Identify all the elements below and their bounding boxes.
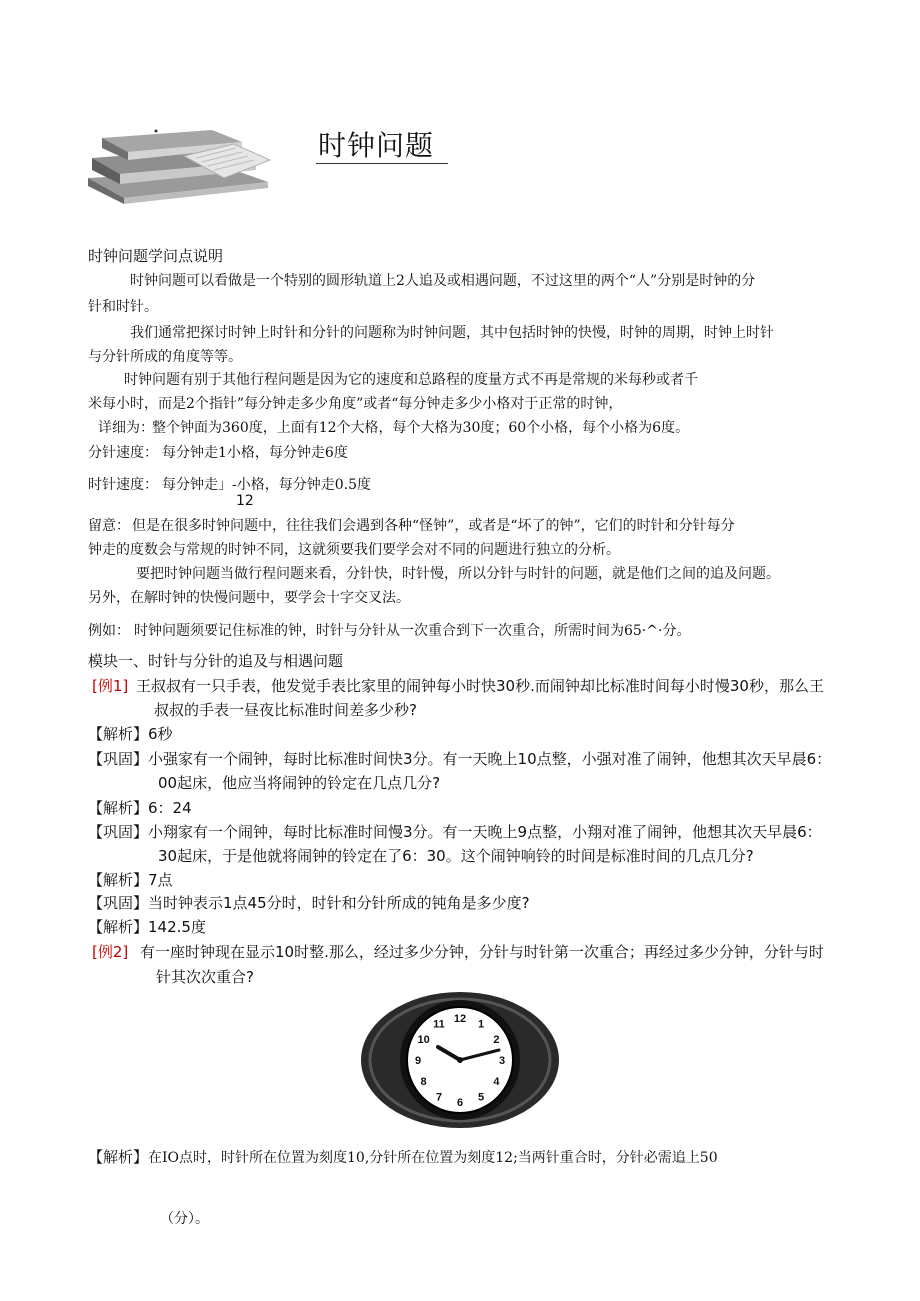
detail-text: 整个钟面为360度，上面有12个大格，每个大格为30度；60个小格，每个小格为6度。	[152, 420, 690, 436]
example2-line2: 针其次次重合?	[156, 968, 254, 986]
intro-p4-line2: 另外，在解时钟的快慢问题中，要学会十字交叉法。	[88, 590, 410, 606]
clock-numeral-7: 7	[435, 1091, 443, 1104]
answer5-line1: 在IO点时，时针所在位置为刻度10,分针所在位置为刻度12;当两针重合时，分针必需追上50	[148, 1150, 718, 1166]
example1-line1: 王叔叔有一只手表，他发觉手表比家里的闹钟每小时快30秒.而闹钟却比标准时间每小时慢30秒，那么王	[136, 677, 824, 695]
example2-line1: 有一座时钟现在显示10时整.那么，经过多少分钟，分针与时针第一次重合；再经过多少分钟，分针与时	[140, 943, 824, 961]
answer-tag: 【解析】	[88, 799, 149, 817]
clock-numeral-2: 2	[493, 1034, 500, 1046]
example-text: 时钟问题须要记住标准的钟，时针与分针从一次重合到下一次重合，所需时间为65·^·分。	[134, 623, 691, 639]
clock-illustration	[360, 990, 560, 1130]
answer3-text: 7点	[148, 871, 173, 889]
hour-speed-text: 每分钟走」-小格，每分钟走0.5度	[162, 477, 371, 493]
answer-tag: 【解析】	[88, 871, 149, 889]
answer4-text: 142.5度	[148, 918, 206, 936]
review1-line2: 00起床，他应当将闹钟的铃定在几点几分?	[158, 774, 441, 792]
page-title: 时钟问题	[318, 129, 435, 162]
review-tag: 【巩固】	[88, 894, 149, 912]
intro-p4-line1: 要把时钟问题当做行程问题来看，分针快，时针慢，所以分针与时针的问题，就是他们之间的追及问题。	[136, 566, 780, 582]
intro-p1-line2: 针和时针。	[88, 299, 158, 315]
clock-center	[457, 1057, 463, 1063]
hour-speed-label: 时针速度：	[88, 477, 158, 493]
example1-line2: 叔叔的手表一昼夜比标准时间差多少秒?	[154, 701, 417, 719]
answer5-line2: （分）。	[160, 1211, 209, 1227]
intro-p3-line2: 米每小时，而是2个指针”每分钟走多少角度”或者“每分钟走多少小格对于正常的时钟，	[88, 396, 623, 412]
answer-tag: 【解析】	[88, 725, 149, 743]
clock-numeral-4: 4	[493, 1076, 500, 1088]
example2-tag: [例2]	[92, 943, 129, 961]
clock-numeral-5: 5	[477, 1091, 485, 1104]
intro-p3-line1: 时钟问题有别于其他行程问题是因为它的速度和总路程的度量方式不再是常规的米每秒或者千	[124, 372, 698, 388]
note-label: 留意：	[88, 518, 130, 534]
clock-numeral-11: 11	[433, 1018, 445, 1031]
intro-p2-line2: 与分针所成的角度等等。	[88, 349, 242, 365]
minute-speed-text: 每分钟走1小格，每分钟走6度	[162, 445, 348, 461]
note-line1: 但是在很多时钟问题中，往往我们会遇到各种“怪钟”，或者是“坏了的钟”，它们的时针和分针每分	[132, 518, 735, 534]
answer1-text: 6秒	[148, 725, 173, 743]
module-heading: 模块一、时针与分针的追及与相遇问题	[88, 652, 344, 670]
review3-text: 当时钟表示1点45分时，时针和分针所成的钝角是多少度?	[148, 894, 530, 912]
clock-numeral-1: 1	[477, 1018, 485, 1031]
clock-numeral-10: 10	[417, 1034, 430, 1046]
clock-numeral-3: 3	[498, 1055, 506, 1067]
example1-tag: [例1]	[92, 677, 129, 695]
intro-p2-line1: 我们通常把探讨时钟上时针和分针的问题称为时钟问题，其中包括时钟的快慢，时钟的周期，时钟上时针	[130, 325, 774, 341]
clock-numeral-12: 12	[453, 1013, 467, 1025]
review2-line2: 30起床，于是他就将闹钟的铃定在了6：30。这个闹钟响铃的时间是标准时间的几点几分?	[158, 847, 754, 865]
answer2-text: 6：24	[148, 799, 192, 817]
clock-numeral-9: 9	[414, 1055, 422, 1067]
books-illustration	[84, 126, 274, 204]
hour-speed-denominator: 12	[236, 493, 254, 509]
review1-line1: 小强家有一个闹钟，每时比标准时间快3分。有一天晚上10点整，小强对准了闹钟，他想其次天早晨6：	[148, 750, 832, 768]
title-underline	[316, 163, 448, 164]
review-tag: 【巩固】	[88, 750, 149, 768]
note-line2: 钟走的度数会与常规的时钟不同，这就须要我们要学会对不同的问题进行独立的分析。	[88, 542, 620, 558]
example-label: 例如：	[88, 623, 130, 639]
minute-speed-label: 分针速度：	[88, 445, 158, 461]
review2-line1: 小翔家有一个闹钟，每时比标准时间慢3分。有一天晚上9点整，小翔对准了闹钟，他想其次天早晨6：	[148, 823, 822, 841]
section-heading: 时钟问题学问点说明	[88, 247, 224, 265]
review-tag: 【巩固】	[88, 823, 149, 841]
detail-label: 详细为：	[98, 420, 154, 436]
intro-p1-line1: 时钟问题可以看做是一个特别的圆形轨道上2人追及或相遇问题，不过这里的两个“人”分别是时钟的分	[130, 273, 756, 289]
clock-numeral-6: 6	[456, 1097, 464, 1109]
clock-numeral-8: 8	[420, 1076, 427, 1088]
answer-tag: 【解析】	[88, 1148, 149, 1166]
answer-tag: 【解析】	[88, 918, 149, 936]
